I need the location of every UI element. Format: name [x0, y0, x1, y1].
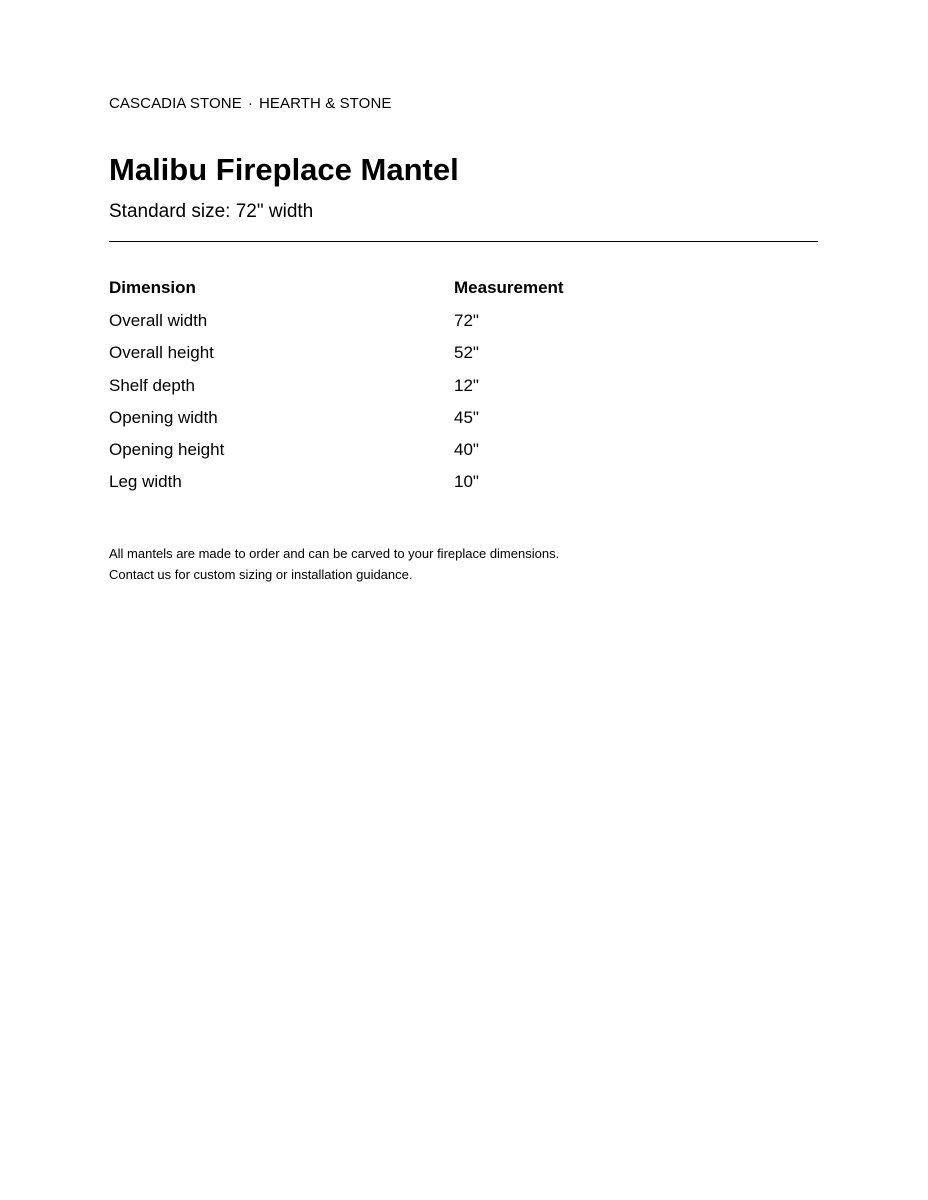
measurement-cell: 72" [454, 311, 479, 330]
header-divider [109, 241, 818, 242]
table-row [109, 374, 818, 406]
dimension-cell: Overall height [109, 343, 214, 363]
measurement-cell: 45" [454, 407, 479, 427]
page-title: Malibu Fireplace Mantel [109, 152, 459, 187]
measurement-cell: 12" [454, 375, 479, 395]
table-row [109, 309, 818, 341]
table-row [109, 438, 818, 470]
page-subtitle: Standard size: 72" width [109, 201, 314, 222]
dimension-cell: Opening width [109, 407, 218, 427]
dimension-cell: Leg width [109, 472, 182, 492]
table-header-row [109, 278, 818, 309]
column-header-measurement: Measurement [454, 278, 564, 297]
column-header-dimension: Dimension [109, 278, 196, 297]
measurement-cell: 52" [454, 343, 479, 363]
measurement-cell: 40" [454, 440, 479, 460]
brand-separator: · [247, 95, 253, 112]
table-row [109, 406, 818, 438]
footnote [109, 543, 559, 585]
brand-category: HEARTH & STONE [258, 95, 392, 112]
dimension-cell: Shelf depth [109, 375, 196, 395]
footnote-line-2: Contact us for custom sizing or installation guidance. [109, 567, 413, 582]
brand-line [109, 95, 391, 112]
dimension-cell: Opening height [109, 440, 225, 460]
brand-name: CASCADIA STONE [109, 95, 242, 112]
measurement-cell: 10" [454, 472, 479, 492]
dimensions-table [109, 278, 818, 503]
dimension-cell: Overall width [109, 311, 208, 330]
footnote-line-1: All mantels are made to order and can be carved to your fireplace dimensions. [109, 546, 560, 561]
table-row [109, 341, 818, 373]
table-row [109, 470, 818, 502]
